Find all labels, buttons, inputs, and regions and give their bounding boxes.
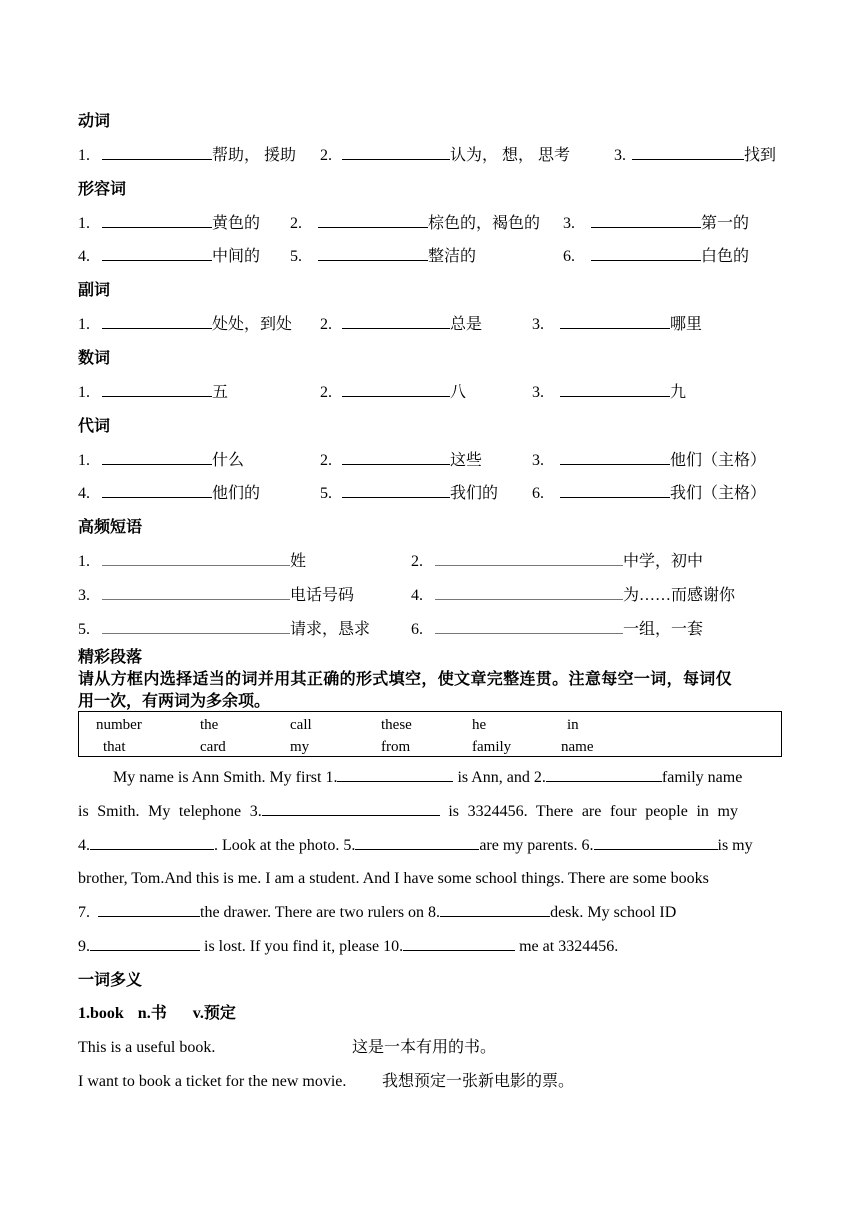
phrase-item-2: 2. 中学，初中: [411, 553, 704, 570]
word-bank-word: name: [561, 739, 594, 755]
section-adverbs-heading: 副词: [78, 280, 111, 299]
passage-line-1: My name is Ann Smith. My first 1. is Ann, and 2. family name: [113, 769, 743, 786]
adv-item-2: 2. 总是: [320, 316, 483, 333]
answer-blank[interactable]: [102, 483, 212, 498]
adj-item-3: 3. 第一的: [563, 215, 750, 232]
answer-blank[interactable]: [546, 767, 662, 782]
passage-instruction-line2: 用一次，有两词为多余项。: [78, 691, 271, 710]
word-bank-word: call: [290, 717, 312, 733]
answer-blank[interactable]: [591, 246, 701, 261]
answer-blank[interactable]: [98, 902, 200, 917]
pos-noun: n.书: [137, 1005, 167, 1022]
answer-blank[interactable]: [337, 767, 453, 782]
section-polysemy-heading: 一词多义: [78, 970, 143, 989]
pron-item-5: 5. 我们的: [320, 485, 499, 502]
section-adjectives-heading: 形容词: [78, 179, 127, 198]
word-bank-word: that: [103, 739, 126, 755]
answer-blank[interactable]: [90, 835, 214, 850]
answer-blank[interactable]: [318, 213, 428, 228]
word-bank-word: card: [200, 739, 226, 755]
verb-gloss: 找到: [744, 147, 777, 164]
word-bank-word: my: [290, 739, 310, 755]
answer-blank[interactable]: [560, 450, 670, 465]
word-bank-box: [78, 711, 782, 757]
adv-item-3: 3. 哪里: [532, 316, 703, 333]
answer-blank[interactable]: [591, 213, 701, 228]
phrase-item-1: 1. 姓: [78, 553, 307, 570]
answer-blank[interactable]: [342, 314, 450, 329]
answer-blank[interactable]: [262, 801, 440, 816]
answer-blank[interactable]: [560, 483, 670, 498]
section-phrases-heading: 高频短语: [78, 517, 143, 536]
answer-blank[interactable]: [102, 585, 290, 600]
answer-blank[interactable]: [342, 483, 450, 498]
answer-blank[interactable]: [355, 835, 479, 850]
pos-verb: v.预定: [192, 1005, 236, 1022]
phrase-item-3: 3. 电话号码: [78, 587, 355, 604]
word-bank-word: these: [381, 717, 412, 733]
answer-blank[interactable]: [403, 936, 515, 951]
word-bank-word: from: [381, 739, 411, 755]
adj-item-5: 5. 整洁的: [290, 248, 477, 265]
answer-blank[interactable]: [102, 450, 212, 465]
answer-blank[interactable]: [440, 902, 550, 917]
section-passage-heading: 精彩段落: [78, 647, 143, 666]
polysemy-entry: [78, 1004, 236, 1024]
verb-item-3: 3. 找到: [614, 147, 777, 164]
passage-line-4: brother, Tom.And this is me. I am a student. And I have some school things. There are some books: [78, 870, 709, 887]
adv-item-1: 1. 处处，到处: [78, 316, 293, 333]
answer-blank[interactable]: [102, 246, 212, 261]
example-1-cn: 这是一本有用的书。: [352, 1039, 497, 1056]
passage-line-2: is Smith. My telephone 3. is 3324456. There are four people in my: [78, 803, 738, 820]
answer-blank[interactable]: [560, 382, 670, 397]
section-numerals-heading: 数词: [78, 348, 111, 367]
verb-gloss: 认为， 想， 思考: [450, 147, 571, 164]
adj-item-6: 6. 白色的: [563, 248, 750, 265]
example-2-en: I want to book a ticket for the new movie.: [78, 1073, 347, 1090]
passage-line-3: 4. . Look at the photo. 5. are my parents. 6. is my: [78, 837, 753, 854]
answer-blank[interactable]: [102, 145, 212, 160]
answer-blank[interactable]: [632, 145, 744, 160]
answer-blank[interactable]: [102, 551, 290, 566]
answer-blank[interactable]: [90, 936, 200, 951]
adj-item-2: 2. 棕色的，褐色的: [290, 215, 541, 232]
example-1-en: This is a useful book.: [78, 1039, 216, 1056]
headword: 1.book: [78, 1005, 124, 1022]
answer-blank[interactable]: [560, 314, 670, 329]
num-item-2: 2. 八: [320, 384, 467, 401]
verb-item-1: 1. 帮助， 援助: [78, 147, 297, 164]
passage-instruction-line1: 请从方框内选择适当的词并用其正确的形式填空，使文章完整连贯。注意每空一词，每词仅: [78, 669, 733, 688]
word-bank-word: in: [567, 717, 579, 733]
answer-blank[interactable]: [318, 246, 428, 261]
answer-blank[interactable]: [435, 585, 623, 600]
pron-item-3: 3. 他们（主格）: [532, 452, 767, 469]
answer-blank[interactable]: [342, 145, 450, 160]
num-item-1: 1. 五: [78, 384, 229, 401]
example-2-cn: 我想预定一张新电影的票。: [382, 1073, 575, 1090]
answer-blank[interactable]: [435, 551, 623, 566]
pron-item-2: 2. 这些: [320, 452, 483, 469]
answer-blank[interactable]: [102, 382, 212, 397]
answer-blank[interactable]: [342, 450, 450, 465]
section-pronouns-heading: 代词: [78, 416, 111, 435]
pron-item-6: 6. 我们（主格）: [532, 485, 767, 502]
answer-blank[interactable]: [102, 213, 212, 228]
answer-blank[interactable]: [435, 619, 623, 634]
num-item-3: 3. 九: [532, 384, 687, 401]
answer-blank[interactable]: [102, 619, 290, 634]
word-bank-word: number: [96, 717, 142, 733]
answer-blank[interactable]: [342, 382, 450, 397]
answer-blank[interactable]: [102, 314, 212, 329]
word-bank-word: he: [472, 717, 487, 733]
adj-item-1: 1. 黄色的: [78, 215, 261, 232]
adj-item-4: 4. 中间的: [78, 248, 261, 265]
pron-item-4: 4. 他们的: [78, 485, 261, 502]
answer-blank[interactable]: [594, 835, 718, 850]
phrase-item-4: 4. 为……而感谢你: [411, 587, 736, 604]
verb-gloss: 帮助， 援助: [212, 147, 297, 164]
phrase-item-5: 5. 请求，恳求: [78, 621, 371, 638]
word-bank-word: the: [200, 717, 219, 733]
verb-item-2: 2. 认为， 想， 思考: [320, 147, 571, 164]
section-verbs-heading: 动词: [78, 111, 111, 130]
phrase-item-6: 6. 一组，一套: [411, 621, 704, 638]
pron-item-1: 1. 什么: [78, 452, 245, 469]
word-bank-word: family: [472, 739, 512, 755]
passage-line-5: 7. the drawer. There are two rulers on 8. desk. My school ID: [78, 904, 677, 921]
passage-line-6: 9. is lost. If you find it, please 10. me at 3324456.: [78, 938, 619, 955]
